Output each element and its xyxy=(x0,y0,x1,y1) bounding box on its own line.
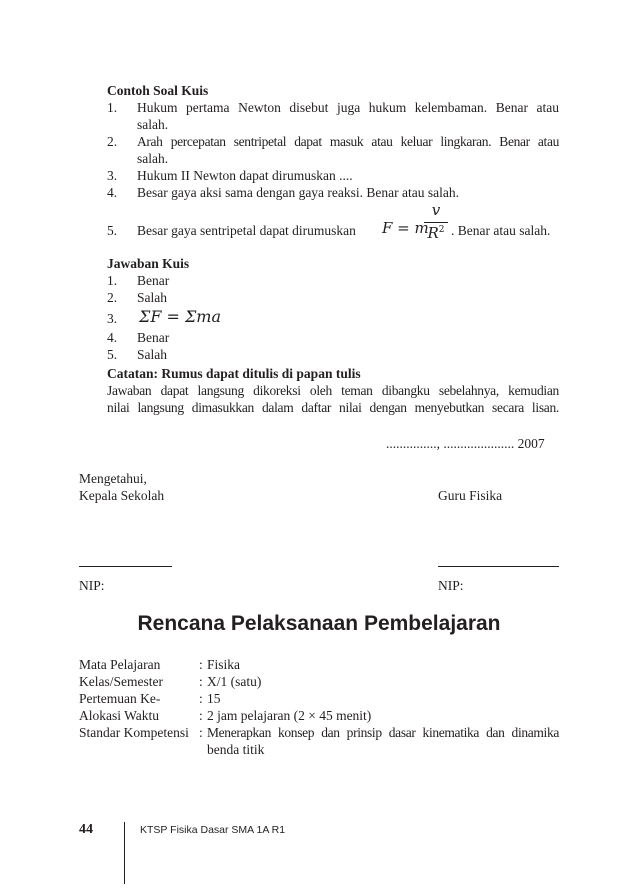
row-value: 2 jam pelajaran (2 × 45 menit) xyxy=(207,708,372,723)
quiz-item-number: 4. xyxy=(107,185,118,200)
quiz-item-text: Hukum pertama Newton disebut juga hukum kelembaman. Benar atau xyxy=(137,100,559,115)
footer-divider xyxy=(124,822,125,884)
newton-second-law-formula: ΣF = Σma xyxy=(139,307,222,326)
centripetal-formula-denominator: $R^2$ xyxy=(427,224,445,242)
answer-number: 4. xyxy=(107,330,118,345)
row-colon: : xyxy=(199,725,203,740)
quiz-item-number: 3. xyxy=(107,168,118,183)
centripetal-formula-lhs: F = m xyxy=(382,219,429,237)
row-value-cont: benda titik xyxy=(207,742,265,757)
date-line: ..............., ..................... 2007 xyxy=(386,436,545,451)
answers-title: Jawaban Kuis xyxy=(107,256,190,271)
centripetal-formula-numerator: v xyxy=(431,201,441,219)
answer-text: Salah xyxy=(137,347,167,362)
teacher-nip: NIP: xyxy=(438,578,464,593)
principal-role: Kepala Sekolah xyxy=(79,488,165,503)
row-value: Menerapkan konsep dan prinsip dasar kinematika dan dinamika xyxy=(207,725,559,740)
answer-text: Benar xyxy=(137,330,170,345)
principal-nip: NIP: xyxy=(79,578,105,593)
page-number: 44 xyxy=(79,822,93,837)
answer-text: Benar xyxy=(137,273,170,288)
note-title: Catatan: Rumus dapat ditulis di papan tulis xyxy=(107,366,361,381)
quiz-title: Contoh Soal Kuis xyxy=(107,83,209,98)
row-colon: : xyxy=(199,657,203,672)
quiz-item-number: 2. xyxy=(107,134,118,149)
row-value: X/1 (satu) xyxy=(207,674,262,689)
teacher-signature-line xyxy=(438,566,559,567)
lesson-plan-title: Rencana Pelaksanaan Pembelajaran xyxy=(137,612,501,635)
row-label: Kelas/Semester xyxy=(79,674,163,689)
quiz-item-text: Arah percepatan sentripetal dapat masuk atau keluar lingkaran. Benar atau xyxy=(137,134,559,149)
quiz-item-text-cont: salah. xyxy=(137,117,169,132)
row-label: Pertemuan Ke- xyxy=(79,691,161,706)
answer-text: Salah xyxy=(137,290,167,305)
note-text: Jawaban dapat langsung dikoreksi oleh teman dibangku sebelahnya, kemudian xyxy=(107,383,559,398)
principal-signature-line xyxy=(79,566,172,567)
acknowledge-label: Mengetahui, xyxy=(79,471,147,486)
quiz-item-number: 5. xyxy=(107,223,118,238)
quiz-item-text-end: . Benar atau salah. xyxy=(451,223,551,238)
row-colon: : xyxy=(199,708,203,723)
quiz-item-text-cont: salah. xyxy=(137,151,169,166)
row-colon: : xyxy=(199,691,203,706)
quiz-item-number: 1. xyxy=(107,100,118,115)
row-value: 15 xyxy=(207,691,221,706)
teacher-role: Guru Fisika xyxy=(438,488,503,503)
answer-number: 2. xyxy=(107,290,118,305)
row-colon: : xyxy=(199,674,203,689)
quiz-item-text: Hukum II Newton dapat dirumuskan .... xyxy=(137,168,353,183)
answer-number: 5. xyxy=(107,347,118,362)
running-title: KTSP Fisika Dasar SMA 1A R1 xyxy=(140,824,286,836)
row-label: Alokasi Waktu xyxy=(79,708,160,723)
row-value: Fisika xyxy=(207,657,241,672)
row-label: Standar Kompetensi xyxy=(79,725,189,740)
fraction-bar xyxy=(424,222,448,223)
quiz-item-text: Besar gaya aksi sama dengan gaya reaksi. Benar atau salah. xyxy=(137,185,459,200)
answer-number: 1. xyxy=(107,273,118,288)
note-text-cont: nilai langsung dimasukkan dalam daftar nilai dengan menyebutkan secara lisan. xyxy=(107,400,559,415)
row-label: Mata Pelajaran xyxy=(79,657,161,672)
answer-number: 3. xyxy=(107,311,118,326)
quiz-item-text: Besar gaya sentripetal dapat dirumuskan xyxy=(137,223,356,238)
